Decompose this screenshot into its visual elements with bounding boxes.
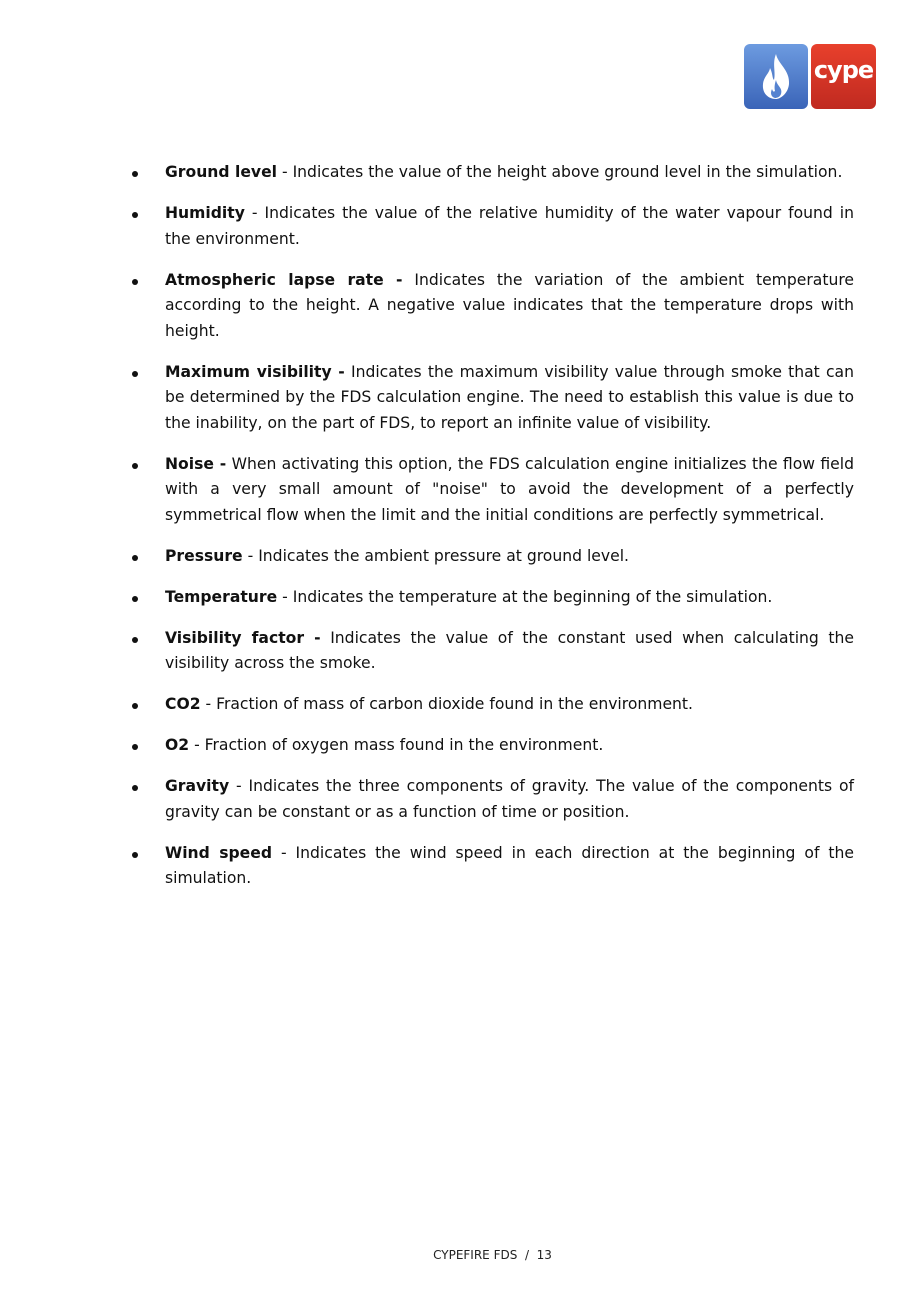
cype-logo <box>744 44 876 109</box>
page-footer: CYPEFIRE FDS / 13 <box>433 1248 552 1262</box>
cype-logo-text: cype <box>813 56 874 84</box>
item-description: Indicates the temperature at the beginning of the simulation. <box>292 587 773 606</box>
item-term: Ground level <box>165 163 278 181</box>
item-term: Gravity <box>165 777 230 795</box>
list-item <box>130 774 854 825</box>
item-separator: - <box>242 546 259 565</box>
item-description: Indicates the three components of gravity. The value of the components of gravity can be constant or as a function of time or position. <box>165 777 854 821</box>
item-term: Temperature <box>165 587 278 606</box>
item-term: Atmospheric lapse rate - <box>165 270 403 289</box>
item-separator: - <box>277 163 293 181</box>
item-separator: - <box>189 736 205 754</box>
item-term: CO2 <box>165 695 201 713</box>
parameter-list <box>130 160 854 907</box>
item-term: Humidity <box>165 204 245 222</box>
item-description: Indicates the value of the relative humidity of the water vapour found in the environment. <box>165 204 854 248</box>
item-description: Fraction of oxygen mass found in the environment. <box>204 736 604 754</box>
item-term: Pressure <box>165 546 243 565</box>
list-item <box>130 692 854 718</box>
list-item <box>130 160 854 186</box>
item-separator: - <box>229 777 249 795</box>
item-description: Indicates the wind speed in each direction at the beginning of the simulation. <box>165 843 854 887</box>
list-item <box>130 201 854 252</box>
item-description: Indicates the maximum visibility value through smoke that can be determined by the FDS calculation engine. The need to establish this value is due to the inability, on the part of FDS, to report an infinite value of visibility. <box>165 362 854 432</box>
list-item <box>130 626 854 677</box>
list-item <box>130 452 854 529</box>
list-item <box>130 733 854 759</box>
item-description: Indicates the value of the constant used when calculating the visibility across the smoke. <box>165 628 854 672</box>
item-description: Indicates the value of the height above ground level in the simulation. <box>292 163 843 181</box>
item-term: Wind speed <box>165 843 272 862</box>
item-separator <box>321 629 331 647</box>
item-term: Maximum visibility - <box>165 362 345 381</box>
list-item <box>130 841 854 892</box>
item-separator: - <box>200 695 217 713</box>
item-separator: - <box>272 843 296 862</box>
list-item <box>130 360 854 437</box>
item-separator <box>403 271 415 289</box>
item-term: Noise - <box>165 454 227 473</box>
item-term: O2 <box>165 736 190 754</box>
item-description: Indicates the variation of the ambient temperature according to the height. A negative value indicates that the temperature drops with height. <box>165 270 854 340</box>
item-description: Indicates the ambient pressure at ground level. <box>258 546 629 565</box>
list-item <box>130 268 854 345</box>
item-separator: - <box>244 204 265 222</box>
item-description: Fraction of mass of carbon dioxide found in the environment. <box>216 695 693 713</box>
flame-icon <box>760 54 792 99</box>
list-item <box>130 585 854 611</box>
item-description: When activating this option, the FDS calculation engine initializes the flow field with a very small amount of "noise" to avoid the development of a perfectly symmetrical flow when the limit and the initial conditions are perfectly symmetrical. <box>165 454 854 524</box>
item-term: Visibility factor - <box>165 628 321 647</box>
flame-logo-tile <box>744 44 808 109</box>
item-separator: - <box>277 587 293 606</box>
list-item <box>130 544 854 570</box>
